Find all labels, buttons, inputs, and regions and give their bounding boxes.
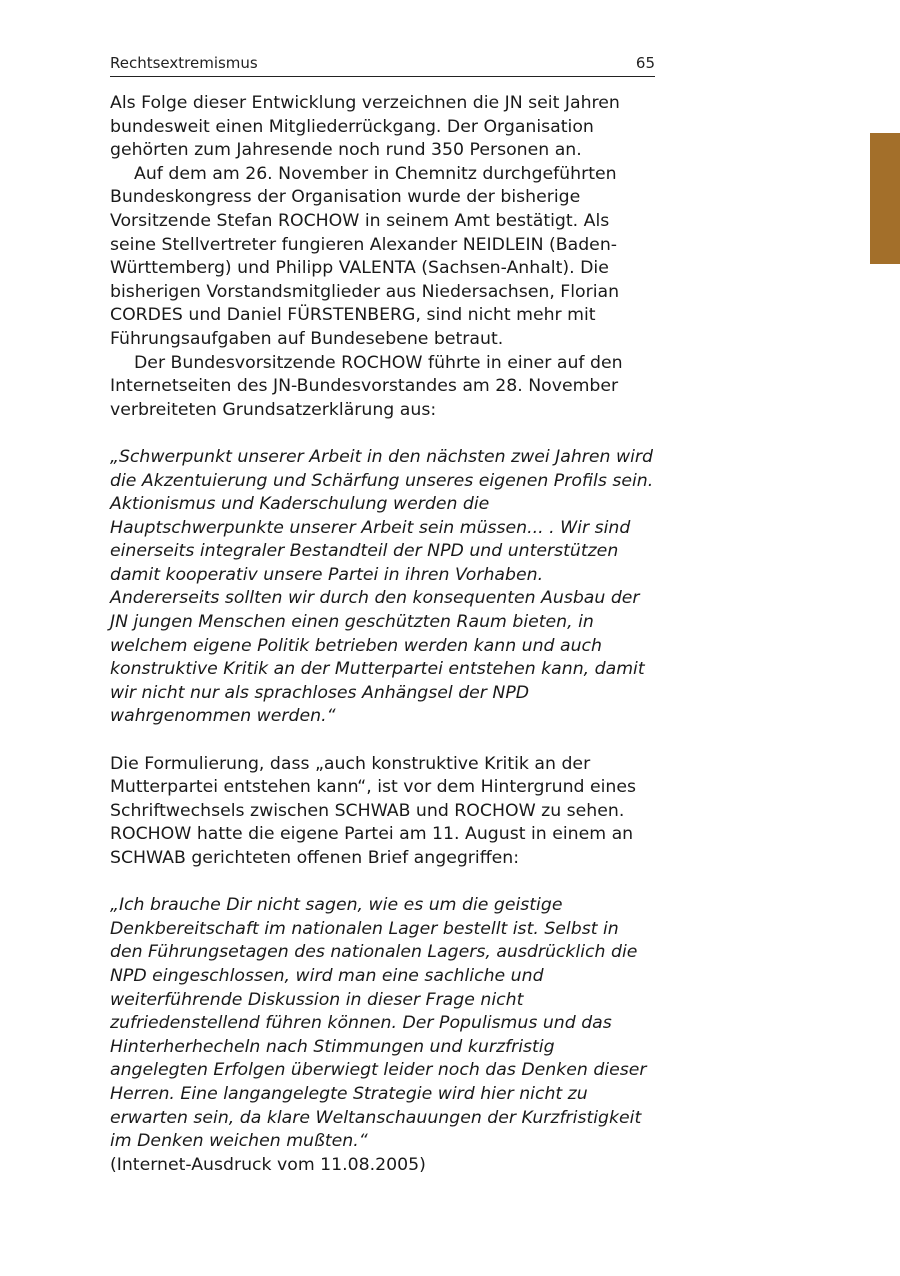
body-text — [110, 92, 655, 1177]
quote-rochow: „Schwerpunkt unserer Arbeit in den nächsten zwei Jahren wird die Akzentuierung und Schärfung unseres eigenen Profils sein. Aktionismus und Kaderschulung werden die Hauptschwerpunkte unserer Arbeit sein müssen... . Wir sind einerseits integraler Bestandteil der NPD und unterstützen damit kooperativ unsere Partei in ihren Vorhaben. Andererseits sollten wir durch den konsequenten Ausbau der JN jungen Menschen einen geschützten Raum bieten, in welchem eigene Politik betrieben werden kann und auch konstruktive Kritik an der Mutterpartei entstehen kann, damit wir nicht nur als sprachloses Anhängsel der NPD wahrgenommen werden.“ — [110, 446, 654, 727]
paragraph-membership: Als Folge dieser Entwicklung verzeichnen die JN seit Jahren bundesweit einen Mitgliederrückgang. Der Organisation gehörten zum Jahresende noch rund 350 Personen an. — [110, 93, 620, 161]
quote-open-letter: „Ich brauche Dir nicht sagen, wie es um die geistige Denkbereitschaft im nationalen Lager bestellt ist. Selbst in den Führungsetagen des nationalen Lagers, ausdrücklich die NPD eingeschlossen, wird man eine sachliche und weiterführende Diskussion in dieser Frage nicht zufriedenstellend führen können. Der Populismus und das Hinterherhecheln nach Stimmungen und kurzfristig angelegten Erfolgen überwiegt leider noch das Denken dieser Herren. Eine langangelegte Strategie wird hier nicht zu erwarten sein, da klare Weltanschauungen der Kurzfristigkeit im Denken weichen mußten.“ — [110, 895, 647, 1152]
chapter-thumb-tab — [870, 133, 900, 264]
page-number: 65 — [635, 54, 655, 72]
spacer — [110, 871, 655, 895]
running-header — [110, 52, 655, 77]
spacer — [110, 422, 655, 446]
paragraph-formulierung: Die Formulierung, dass „auch konstruktive Kritik an der Mutterpartei entstehen kann“, ist vor dem Hintergrund eines Schriftwechsels zwischen SCHWAB und ROCHOW zu sehen. ROCHOW hatte die eigene Partei am 11. August in einem an SCHWAB gerichteten offenen Brief angegriffen: — [110, 753, 637, 868]
paragraph-grundsatzerklaerung: Der Bundesvorsitzende ROCHOW führte in einer auf den Internetseiten des JN-Bundesvorstandes am 28. November verbreiteten Grundsatzerklärung aus: — [110, 352, 623, 420]
paragraph-bundeskongress: Auf dem am 26. November in Chemnitz durchgeführten Bundeskongress der Organisation wurde der bisherige Vorsitzende Stefan ROCHOW in seinem Amt bestätigt. Als seine Stellvertreter fungieren Alexander NEIDLEIN (Baden-Württemberg) und Philipp VALENTA (Sachsen-Anhalt). Die bisherigen Vorstandsmitglieder aus Niedersachsen, Florian CORDES und Daniel FÜRSTENBERG, sind nicht mehr mit Führungsaufgaben auf Bundesebene betraut. — [110, 163, 620, 349]
spacer — [110, 729, 655, 753]
source-citation: (Internet-Ausdruck vom 11.08.2005) — [110, 1154, 426, 1175]
running-title: Rechtsextremismus — [110, 54, 258, 72]
